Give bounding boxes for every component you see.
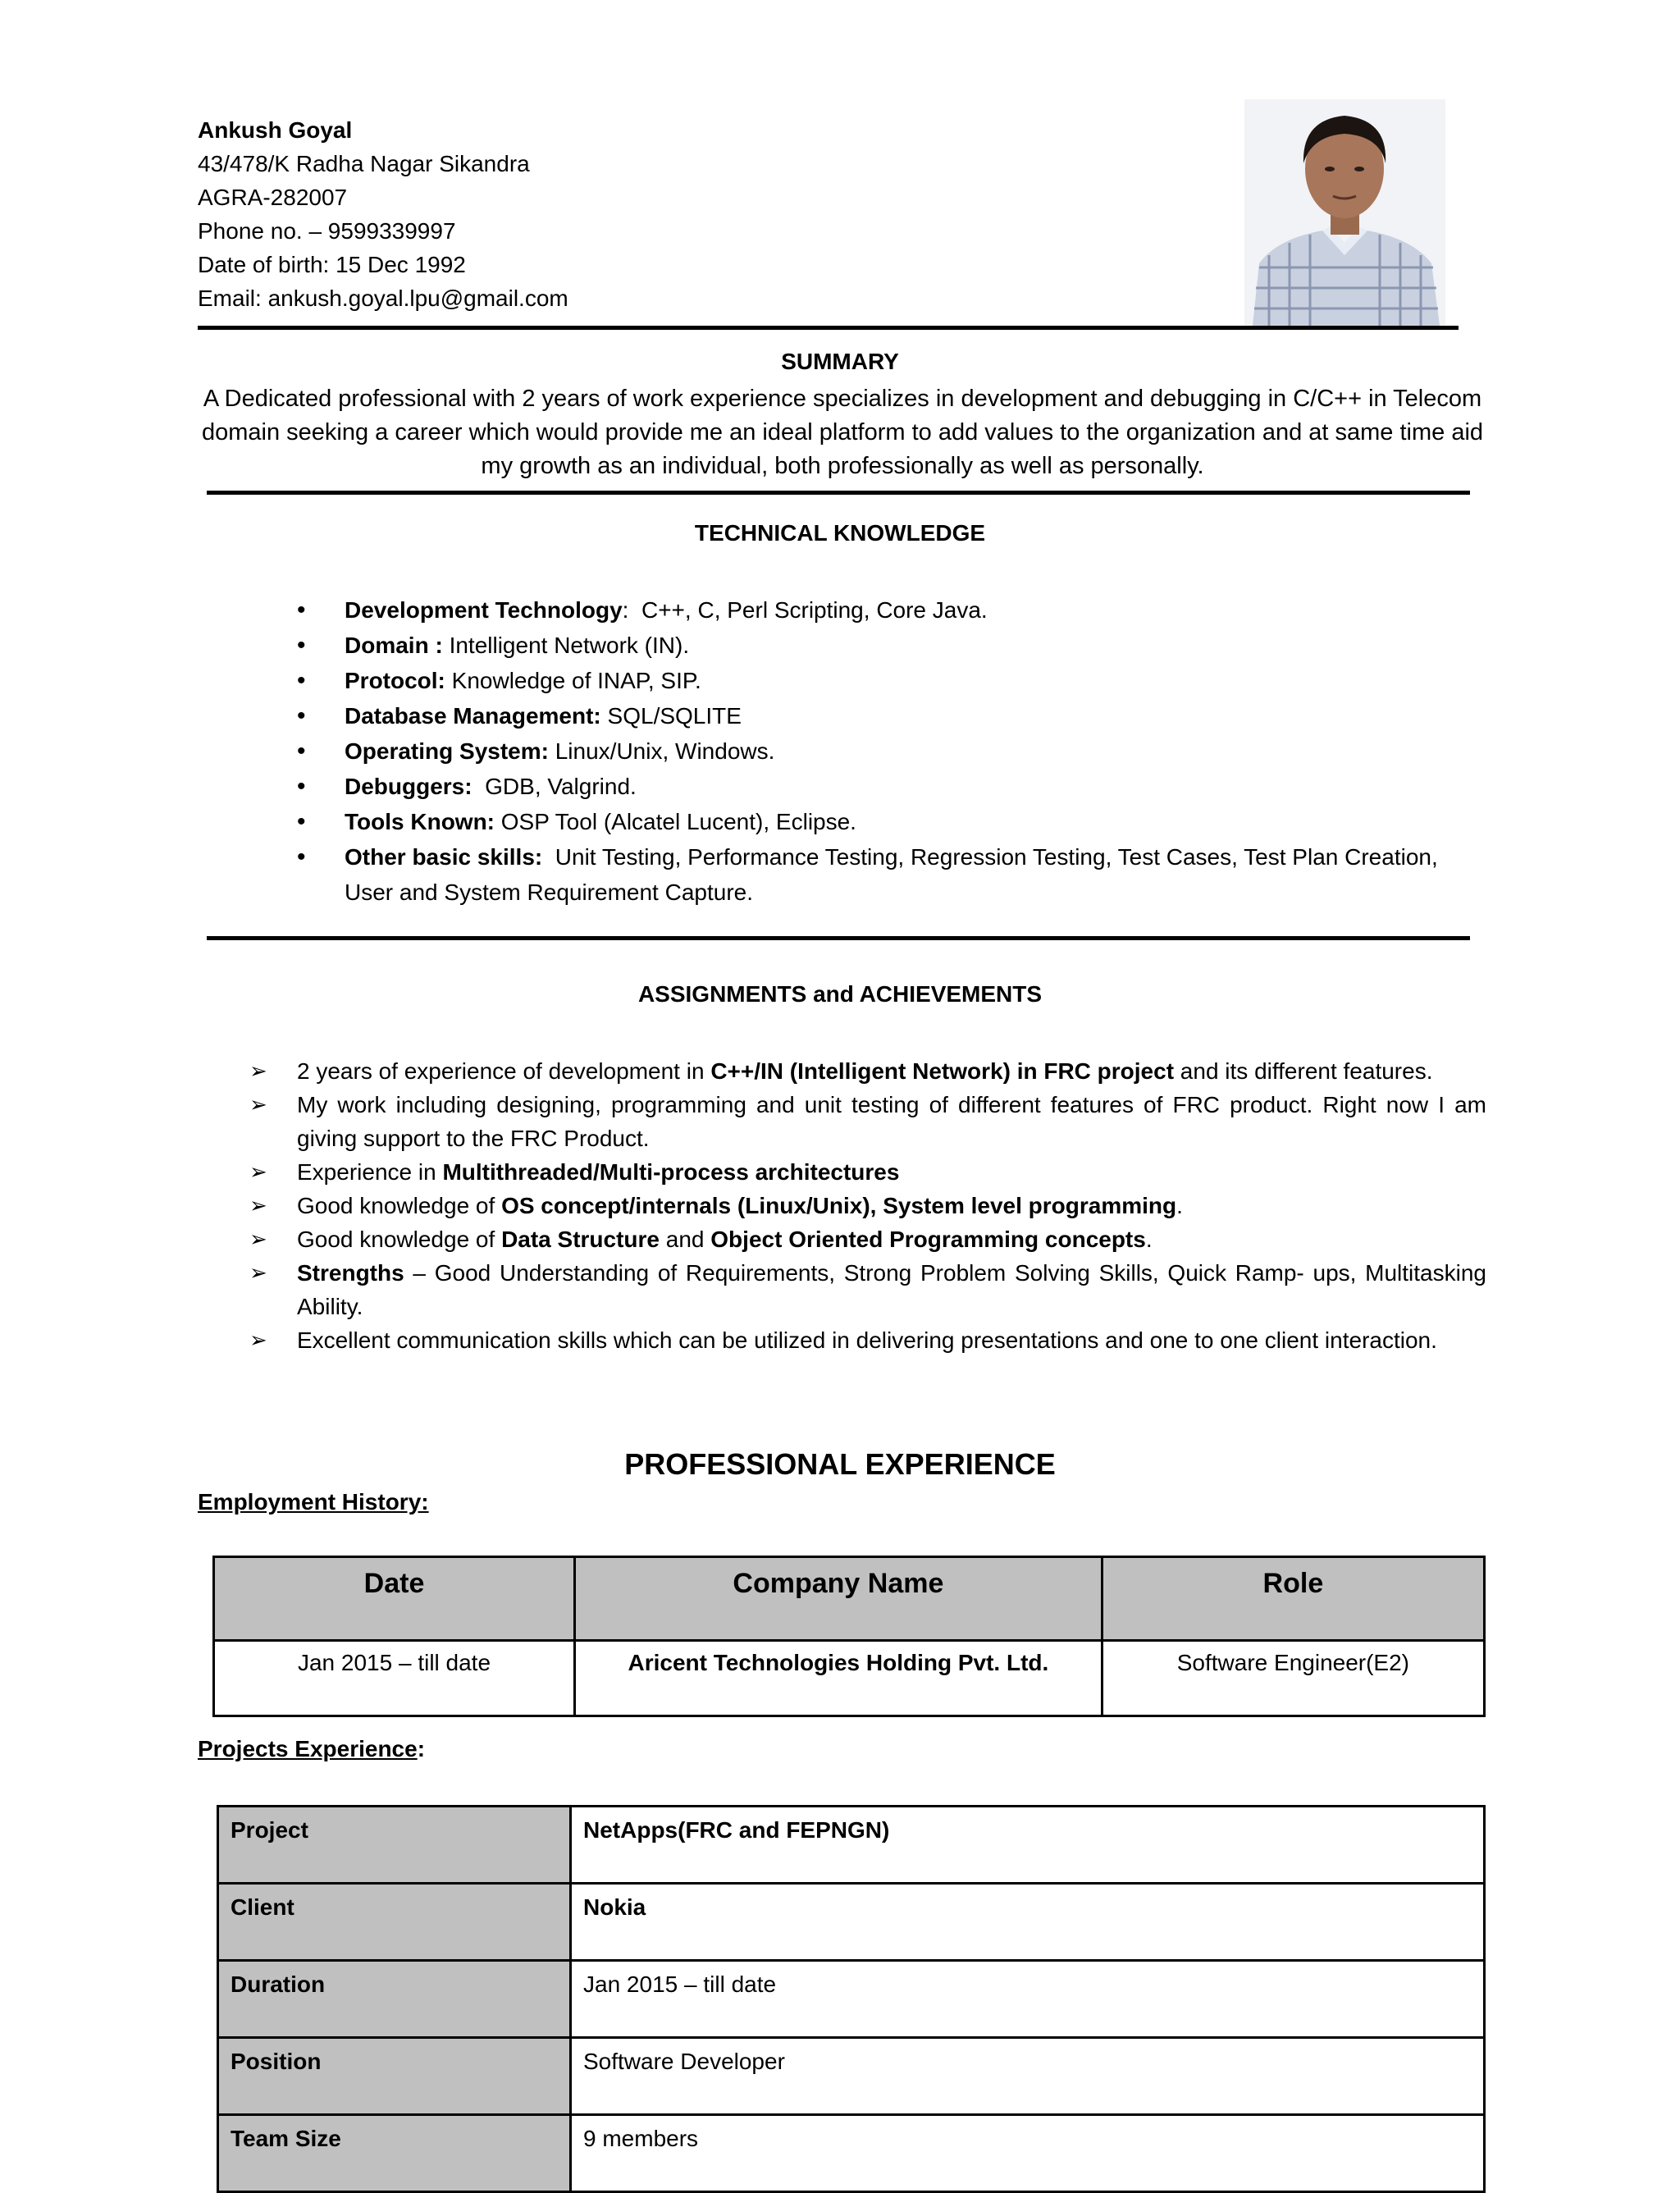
technical-divider [207,936,1470,940]
table-row [214,1641,1485,1716]
skill-value: OSP Tool (Alcatel Lucent), Eclipse. [500,809,856,834]
projects-label-colon: : [417,1736,426,1761]
table-row [218,2038,1485,2115]
achievement-text: Good knowledge of [297,1227,502,1252]
profile-photo-image [1244,99,1445,326]
project-field-label: Project [218,1807,571,1884]
skill-value: Unit Testing, Performance Testing, Regression Testing, Test Cases, Test Plan Creation, User and System Requirement Capture. [345,844,1438,905]
list-item [246,1155,1486,1189]
project-field-label: Client [218,1884,571,1961]
bullet-icon: • [297,738,306,765]
list-item [246,1054,1486,1088]
project-field-value: Software Developer [571,2038,1485,2115]
arrow-bullet-icon: ➢ [249,1058,267,1083]
skill-separator: : [622,597,641,623]
projects-experience-label: Projects Experience [198,1736,418,1761]
list-item [246,1323,1486,1357]
employment-history-label: Employment History: [198,1489,429,1515]
projects-label-wrapper [198,1736,425,1762]
employment-role: Software Engineer(E2) [1102,1641,1484,1716]
achievement-bold: Data Structure [501,1227,660,1252]
employment-company: Aricent Technologies Holding Pvt. Ltd. [575,1641,1102,1716]
achievement-text: Excellent communication skills which can be utilized in delivering presentations and one to one client interaction. [297,1327,1437,1353]
arrow-bullet-icon: ➢ [249,1260,267,1285]
column-header-company: Company Name [575,1557,1102,1641]
achievement-text: and [660,1227,711,1252]
skill-label: Domain : [345,633,443,658]
technical-heading: TECHNICAL KNOWLEDGE [694,520,986,546]
achievement-bold: Object Oriented Programming concepts [710,1227,1146,1252]
technical-skills-list [294,592,1491,910]
bullet-icon: • [297,667,306,694]
list-item [294,628,1491,663]
skill-value: Knowledge of INAP, SIP. [451,668,701,693]
skill-label: Debuggers: [345,774,472,799]
email-address: Email: ankush.goyal.lpu@gmail.com [198,286,568,311]
arrow-bullet-icon: ➢ [249,1092,267,1117]
skill-value: GDB, Valgrind. [485,774,637,799]
bullet-icon: • [297,702,306,729]
employment-table [212,1556,1486,1717]
table-row [218,1961,1485,2038]
project-field-label: Position [218,2038,571,2115]
list-item [246,1222,1486,1256]
arrow-bullet-icon: ➢ [249,1327,267,1352]
achievement-text: – Good Understanding of Requirements, Strong Problem Solving Skills, Quick Ramp- ups, Multitasking Ability. [297,1260,1486,1319]
table-row [218,1807,1485,1884]
skill-separator [549,738,555,764]
list-item [246,1189,1486,1222]
summary-divider [207,491,1470,495]
list-item [294,592,1491,628]
arrow-bullet-icon: ➢ [249,1227,267,1251]
arrow-bullet-icon: ➢ [249,1159,267,1184]
achievement-text: 2 years of experience of development in [297,1058,711,1084]
column-header-role: Role [1102,1557,1484,1641]
skill-label: Development Technology [345,597,623,623]
project-field-value: Jan 2015 – till date [571,1961,1485,2038]
table-row [218,1884,1485,1961]
skill-label: Database Management: [345,703,601,729]
project-field-value: 9 members [571,2115,1485,2192]
achievement-bold: Multithreaded/Multi-process architectures [442,1159,900,1185]
project-field-label: Duration [218,1961,571,2038]
achievements-heading: ASSIGNMENTS and ACHIEVEMENTS [637,981,1043,1007]
phone-number: Phone no. – 9599339997 [198,218,456,244]
list-item [294,804,1491,839]
skill-label: Other basic skills: [345,844,543,870]
project-field-value: Nokia [571,1884,1485,1961]
bullet-icon: • [297,808,306,835]
skill-label: Tools Known: [345,809,495,834]
table-row [218,2115,1485,2192]
list-item [246,1088,1486,1155]
bullet-icon: • [297,596,306,624]
skill-value: C++, C, Perl Scripting, Core Java. [641,597,988,623]
achievement-bold: Strengths [297,1260,404,1286]
header-divider [198,326,1459,330]
skill-label: Protocol: [345,668,445,693]
summary-heading: SUMMARY [781,349,899,374]
bullet-icon: • [297,632,306,659]
achievements-list [246,1054,1486,1357]
bullet-icon: • [297,773,306,800]
skill-separator [601,703,608,729]
employment-date: Jan 2015 – till date [214,1641,575,1716]
candidate-name: Ankush Goyal [198,117,353,143]
skill-separator [542,844,555,870]
employment-table-header [214,1557,1485,1641]
achievement-bold: C++/IN (Intelligent Network) in FRC project [710,1058,1175,1084]
achievement-text: Good knowledge of [297,1193,502,1218]
skill-value: SQL/SQLITE [607,703,742,729]
achievement-bold: OS concept/internals (Linux/Unix), System level programming [501,1193,1177,1218]
achievement-text: and its different features. [1174,1058,1433,1084]
skill-separator [443,633,450,658]
achievement-text: . [1145,1227,1153,1252]
profile-photo [1244,99,1445,326]
achievement-text: Experience in [297,1159,443,1185]
project-field-label: Team Size [218,2115,571,2192]
list-item [246,1256,1486,1323]
address-line-2: AGRA-282007 [198,185,348,210]
column-header-date: Date [214,1557,575,1641]
bullet-icon: • [297,843,306,870]
experience-heading: PROFESSIONAL EXPERIENCE [624,1447,1056,1481]
skill-separator [445,668,452,693]
skill-label: Operating System: [345,738,549,764]
address-line-1: 43/478/K Radha Nagar Sikandra [198,151,530,176]
date-of-birth: Date of birth: 15 Dec 1992 [198,252,466,277]
list-item [294,663,1491,698]
skill-separator [495,809,501,834]
skill-separator [472,774,486,799]
achievement-text: . [1176,1193,1183,1218]
list-item [294,698,1491,733]
project-field-value: NetApps(FRC and FEPNGN) [571,1807,1485,1884]
arrow-bullet-icon: ➢ [249,1193,267,1218]
skill-value: Intelligent Network (IN). [449,633,690,658]
skill-value: Linux/Unix, Windows. [555,738,775,764]
achievement-text: My work including designing, programming and unit testing of different features of FRC product. Right now I am giving support to the FRC Product. [297,1092,1486,1151]
list-item [294,769,1491,804]
list-item [294,839,1491,910]
list-item [294,733,1491,769]
project-details-table [217,1805,1486,2193]
summary-text: A Dedicated professional with 2 years of work experience specializes in development and debugging in C/C++ in Telecom domain seeking a career which would provide me an ideal platform to add values to the organization and at same time aid my growth as an individual, both professionally as well as personally. [201,386,1484,479]
